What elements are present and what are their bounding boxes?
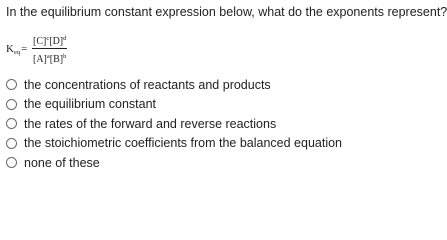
radio-button[interactable] <box>6 157 17 168</box>
numerator-term-c: [C] <box>33 36 47 47</box>
answer-option-label: the stoichiometric coefficients from the balanced equation <box>24 136 343 151</box>
numerator-term-d: [D] <box>49 36 64 47</box>
exponent-a: a <box>46 53 50 60</box>
exponent-b: b <box>63 53 67 60</box>
equals-sign: = <box>21 43 28 55</box>
answer-option-label: the concentrations of reactants and products <box>24 77 271 92</box>
answer-option-label: none of these <box>24 155 100 170</box>
radio-button[interactable] <box>6 99 17 110</box>
radio-button[interactable] <box>6 138 17 149</box>
answer-option-label: the equilibrium constant <box>24 97 157 112</box>
k-subscript: eq <box>13 49 21 56</box>
answer-option-label: the rates of the forward and reverse reactions <box>24 116 277 131</box>
radio-button[interactable] <box>6 118 17 129</box>
denominator-term-b: [B] <box>49 54 64 65</box>
denominator-term-a: [A] <box>33 54 47 65</box>
denominator <box>32 49 67 66</box>
exponent-d: d <box>63 35 67 42</box>
radio-button[interactable] <box>6 79 17 90</box>
fraction <box>32 33 67 66</box>
answer-option[interactable] <box>6 75 342 95</box>
answer-option[interactable] <box>6 95 342 115</box>
answer-options <box>6 75 342 173</box>
exponent-c: c <box>46 35 50 42</box>
k-letter: K <box>6 43 14 55</box>
question-text: In the equilibrium constant expression below, what do the exponents represent? <box>6 5 447 19</box>
answer-option[interactable] <box>6 134 342 154</box>
numerator <box>32 33 67 49</box>
answer-option[interactable] <box>6 114 342 134</box>
answer-option[interactable] <box>6 153 342 173</box>
keq-symbol <box>6 43 27 56</box>
